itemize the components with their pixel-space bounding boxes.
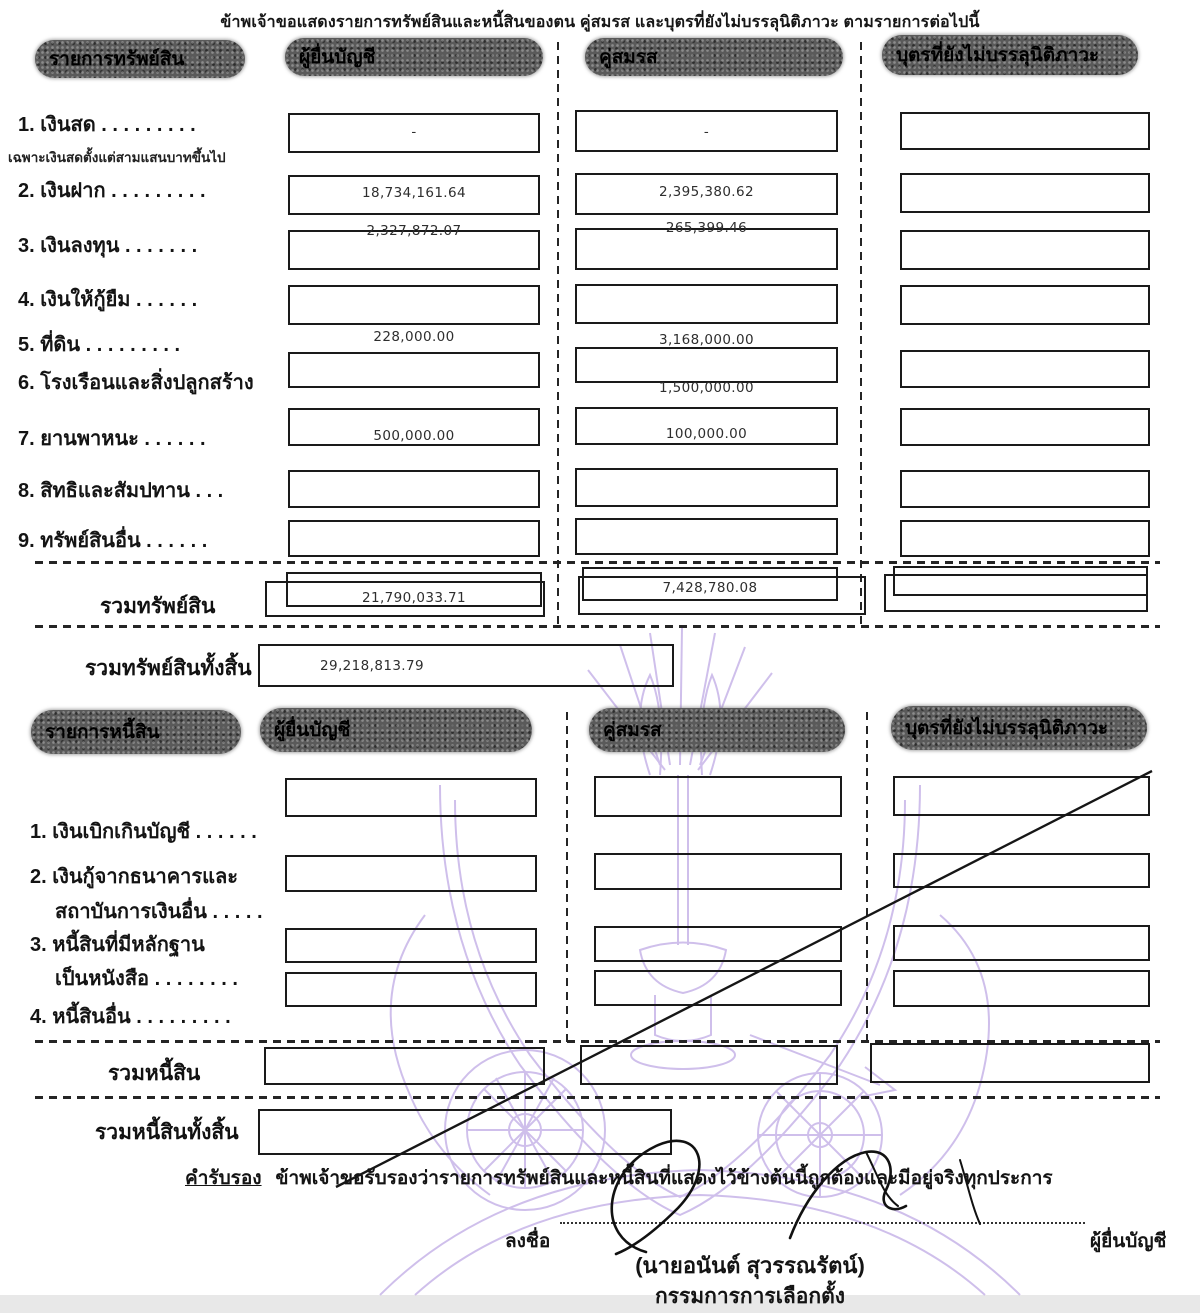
spouse-header-label: คู่สมรส <box>603 720 662 741</box>
asset-row-label: 5. ที่ดิน . . . . . . . . . <box>18 334 181 356</box>
column-separator-dashed <box>866 712 868 1042</box>
liability-row-label: สถาบันการเงินอื่น . . . . . <box>55 901 263 923</box>
liability-field-box <box>285 778 537 817</box>
asset-field-box <box>288 520 540 557</box>
certification-heading: คำรับรอง <box>185 1168 262 1189</box>
asset-field-box <box>288 470 540 508</box>
asset-field-box <box>900 112 1150 150</box>
liability-field-box <box>285 928 537 963</box>
asset-field-box <box>900 230 1150 270</box>
asset-field-box <box>900 285 1150 325</box>
liabilities-grand-total-label: รวมหนี้สินทั้งสิ้น <box>95 1121 239 1144</box>
asset-row-label: 2. เงินฝาก . . . . . . . . . <box>18 180 206 202</box>
liability-row-label: 1. เงินเบิกเกินบัญชี . . . . . . <box>30 821 257 843</box>
liabilities-header-label: รายการหนี้สิน <box>45 722 160 743</box>
column-separator-dashed <box>566 712 568 1042</box>
assets-total-value: 21,790,033.71 <box>362 590 466 606</box>
spouse-header-pill <box>585 38 843 76</box>
liability-field-box <box>594 853 842 890</box>
liability-field-box <box>285 855 537 892</box>
asset-row-label: 7. ยานพาหนะ . . . . . . <box>18 428 206 450</box>
sign-suffix-label: ผู้ยื่นบัญชี <box>1090 1231 1167 1252</box>
children-header-pill <box>891 706 1147 750</box>
section-divider-dashed <box>35 1096 1160 1099</box>
liabilities-grand-total-box <box>258 1109 672 1155</box>
asset-field-box <box>900 350 1150 388</box>
children-header-label: บุตรที่ยังไม่บรรลุนิติภาวะ <box>905 718 1109 739</box>
asset-field-box <box>288 352 540 388</box>
liability-field-box <box>285 972 537 1007</box>
asset-value: 2,395,380.62 <box>659 184 754 200</box>
liability-row-label: 4. หนี้สินอื่น . . . . . . . . . <box>30 1006 231 1028</box>
asset-field-box <box>575 284 838 324</box>
signer-title: กรรมการการเลือกตั้ง <box>655 1285 845 1308</box>
assets-grand-total-value: 29,218,813.79 <box>320 658 424 674</box>
sign-prefix-label: ลงชื่อ <box>505 1231 551 1252</box>
asset-value: 18,734,161.64 <box>362 185 466 201</box>
asset-field-box <box>900 408 1150 446</box>
liability-row-label: เป็นหนังสือ . . . . . . . . <box>55 968 238 990</box>
liability-field-box <box>893 853 1150 888</box>
form-intro-text: ข้าพเจ้าขอแสดงรายการทรัพย์สินและหนี้สินของตน คู่สมรส และบุตรที่ยังไม่บรรลุนิติภาวะ ตามรายการต่อไปนี้ <box>220 14 980 31</box>
signer-name: (นายอนันต์ สุวรรณรัตน์) <box>635 1253 865 1278</box>
asset-value: 100,000.00 <box>665 426 748 442</box>
asset-row-label: 4. เงินให้กู้ยืม . . . . . . <box>18 289 198 311</box>
declarant-header-label: ผู้ยื่นบัญชี <box>299 47 376 68</box>
liabilities-header-pill <box>31 710 241 754</box>
asset-field-box <box>900 470 1150 508</box>
asset-field-box <box>900 173 1150 213</box>
liability-field-box <box>594 970 842 1006</box>
asset-field-box <box>575 468 838 507</box>
assets-total-box <box>893 566 1148 596</box>
certification-text: ข้าพเจ้าขอรับรองว่ารายการทรัพย์สินและหนี้สินที่แสดงไว้ข้างต้นนี้ถูกต้องและมีอยู่จริงทุกประการ <box>275 1168 1053 1189</box>
asset-row-label: 3. เงินลงทุน . . . . . . . <box>18 235 198 257</box>
spouse-header-pill <box>589 708 845 752</box>
assets-total-value: 7,428,780.08 <box>662 580 758 596</box>
section-divider-dashed <box>35 625 1160 628</box>
asset-field-box <box>575 347 838 383</box>
asset-row-note: เฉพาะเงินสดตั้งแต่สามแสนบาทขึ้นไป <box>8 150 226 165</box>
liability-row-label: 3. หนี้สินที่มีหลักฐาน <box>30 934 205 956</box>
asset-row-label: 1. เงินสด . . . . . . . . . <box>18 114 196 136</box>
asset-row-label: 9. ทรัพย์สินอื่น . . . . . . <box>18 530 208 552</box>
asset-value: 228,000.00 <box>373 329 455 345</box>
liability-row-label: 2. เงินกู้จากธนาคารและ <box>30 866 239 888</box>
asset-value: 2,327,872.07 <box>366 223 462 239</box>
asset-value: 265,399.46 <box>665 220 748 236</box>
liability-field-box <box>594 926 842 962</box>
declarant-header-label: ผู้ยื่นบัญชี <box>274 720 351 741</box>
assets-total-label: รวมทรัพย์สิน <box>100 595 216 618</box>
asset-row-label: 8. สิทธิและสัมปทาน . . . <box>18 480 224 502</box>
asset-field-box <box>900 520 1150 557</box>
asset-value: 3,168,000.00 <box>659 332 754 348</box>
children-header-label: บุตรที่ยังไม่บรรลุนิติภาวะ <box>896 45 1100 66</box>
asset-value: 1,500,000.00 <box>659 380 754 396</box>
liability-field-box <box>893 925 1150 961</box>
asset-value: - <box>411 124 417 140</box>
signature-dotted-line <box>560 1222 1085 1224</box>
handwritten-signature <box>612 1141 980 1254</box>
asset-row-label: 6. โรงเรือนและสิ่งปลูกสร้าง <box>18 372 254 394</box>
spouse-header-label: คู่สมรส <box>599 47 658 68</box>
liabilities-total-box <box>870 1043 1150 1083</box>
asset-value: 500,000.00 <box>373 428 455 444</box>
certification-line <box>185 1163 1053 1193</box>
assets-header-pill <box>35 40 245 78</box>
children-header-pill <box>882 35 1138 75</box>
assets-grand-total-label: รวมทรัพย์สินทั้งสิ้น <box>85 657 252 680</box>
liability-field-box <box>594 776 842 817</box>
declarant-header-pill <box>260 708 532 752</box>
declarant-header-pill <box>285 38 543 76</box>
asset-field-box <box>575 518 838 555</box>
section-divider-dashed <box>35 561 1160 564</box>
liabilities-total-box <box>264 1047 545 1085</box>
liabilities-total-label: รวมหนี้สิน <box>108 1062 201 1085</box>
liabilities-total-box <box>580 1045 838 1085</box>
liability-field-box <box>893 970 1150 1007</box>
column-separator-dashed <box>557 42 559 628</box>
asset-field-box <box>288 285 540 325</box>
asset-value: - <box>703 124 710 140</box>
liability-field-box <box>893 776 1150 816</box>
column-separator-dashed <box>860 42 862 628</box>
assets-header-label: รายการทรัพย์สิน <box>49 49 185 70</box>
